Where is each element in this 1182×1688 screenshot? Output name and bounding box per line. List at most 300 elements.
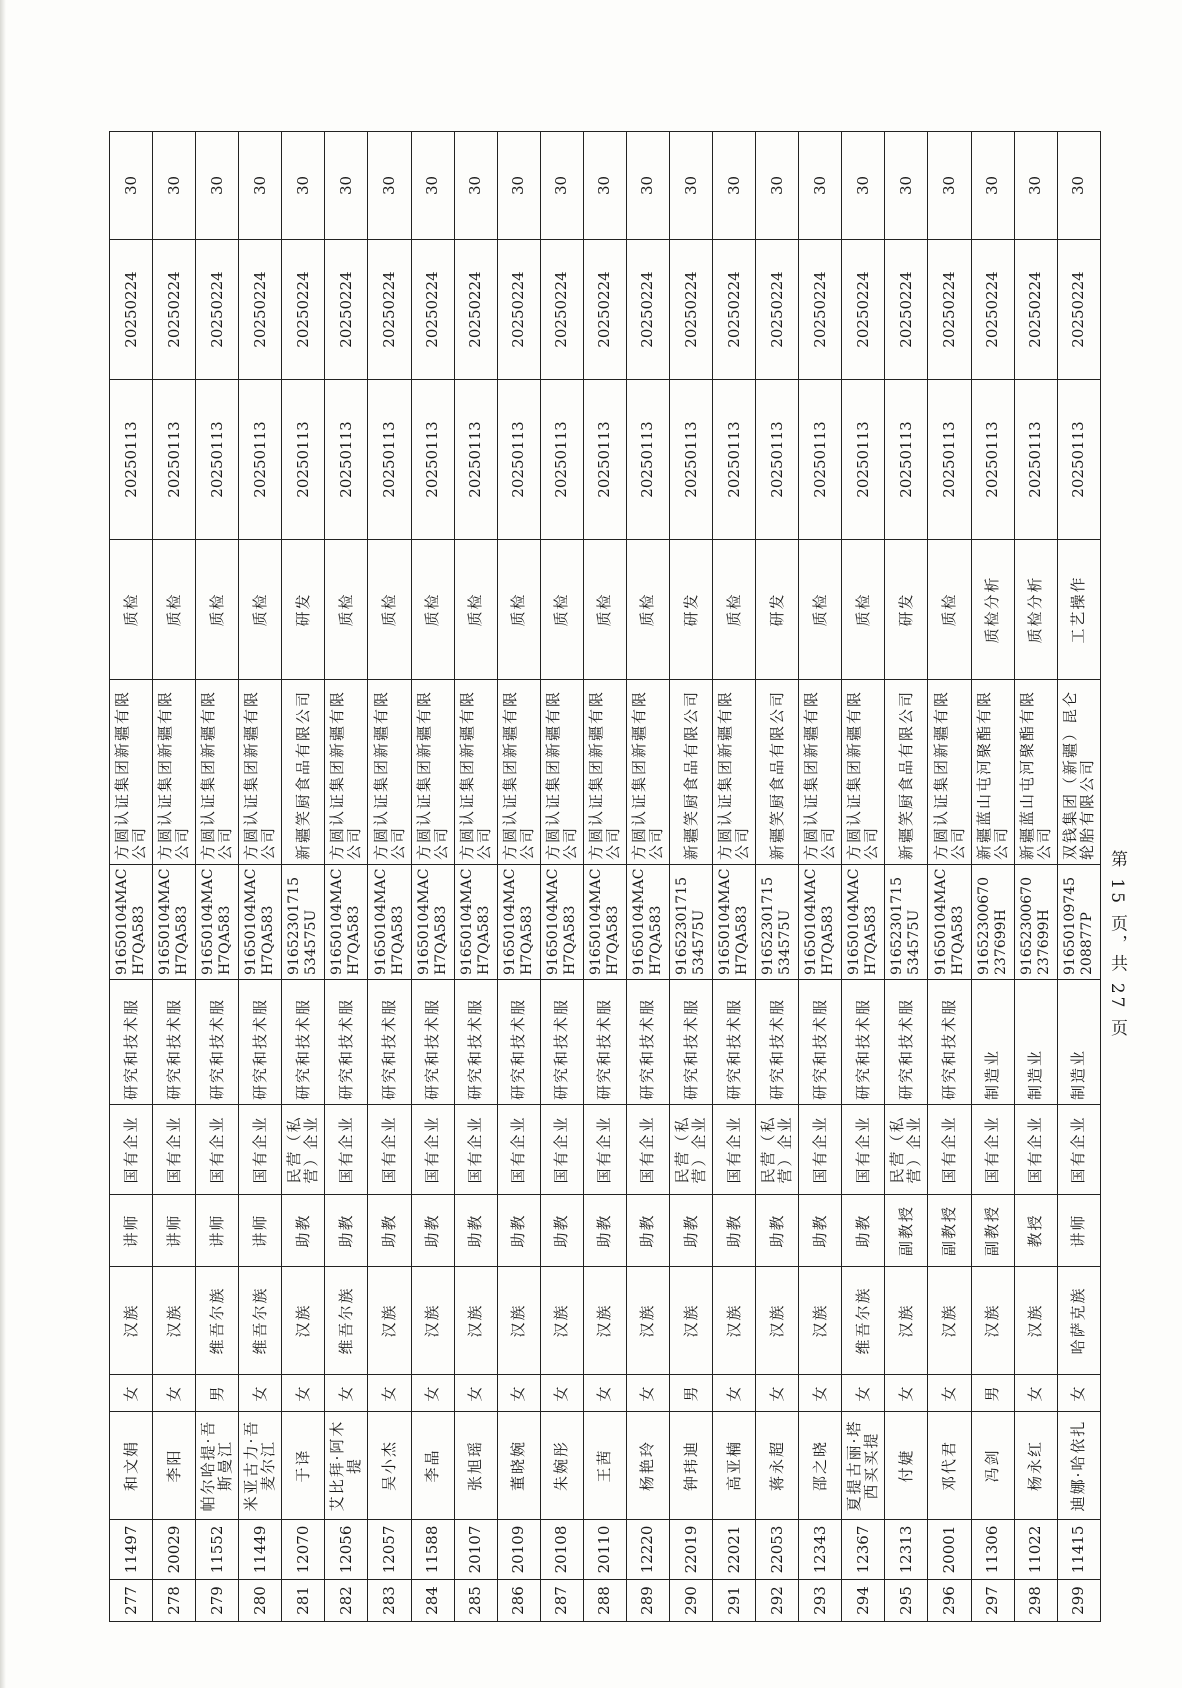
- staff-code-cell: 11497: [110, 1520, 153, 1580]
- industry-cell: 研究和技术服: [368, 980, 411, 1105]
- start-date-cell: 20250113: [153, 380, 196, 540]
- teacher-name-cell: 王茜: [583, 1412, 626, 1520]
- credit-code-cell: 91650104MAC H7QA583: [583, 865, 626, 980]
- table-row: [885, 132, 928, 1622]
- industry-cell: 研究和技术服: [670, 980, 713, 1105]
- teacher-name-cell: 邵之晓: [799, 1412, 842, 1520]
- row-number-cell: 299: [1057, 1580, 1100, 1622]
- company-name-cell: 方圆认证集团新疆有限公司: [110, 680, 153, 865]
- table-row: [282, 132, 325, 1622]
- gender-cell: 女: [928, 1375, 971, 1412]
- academic-title-cell: 助教: [454, 1195, 497, 1267]
- end-date-cell: 20250224: [454, 240, 497, 380]
- industry-cell: 研究和技术服: [799, 980, 842, 1105]
- staff-code-cell: 11552: [196, 1520, 239, 1580]
- end-date-cell: 20250224: [110, 240, 153, 380]
- table-row: [1057, 132, 1100, 1622]
- teacher-name-cell: 李阳: [153, 1412, 196, 1520]
- academic-title-cell: 讲师: [110, 1195, 153, 1267]
- row-number-cell: 298: [1014, 1580, 1057, 1622]
- gender-cell: 男: [196, 1375, 239, 1412]
- academic-title-cell: 助教: [670, 1195, 713, 1267]
- gender-cell: 女: [842, 1375, 885, 1412]
- credit-code-cell: 91650104MAC H7QA583: [325, 865, 368, 980]
- start-date-cell: 20250113: [239, 380, 282, 540]
- academic-title-cell: 助教: [756, 1195, 799, 1267]
- start-date-cell: 20250113: [454, 380, 497, 540]
- company-name-cell: 方圆认证集团新疆有限公司: [842, 680, 885, 865]
- start-date-cell: 20250113: [799, 380, 842, 540]
- ethnicity-cell: 哈萨克族: [1057, 1267, 1100, 1375]
- gender-cell: 女: [325, 1375, 368, 1412]
- start-date-cell: 20250113: [756, 380, 799, 540]
- row-number-cell: 295: [885, 1580, 928, 1622]
- row-number-cell: 282: [325, 1580, 368, 1622]
- row-number-cell: 297: [971, 1580, 1014, 1622]
- row-number-cell: 283: [368, 1580, 411, 1622]
- ethnicity-cell: 汉族: [110, 1267, 153, 1375]
- academic-title-cell: 助教: [497, 1195, 540, 1267]
- end-date-cell: 20250224: [626, 240, 669, 380]
- academic-title-cell: 副教授: [971, 1195, 1014, 1267]
- company-name-cell: 方圆认证集团新疆有限公司: [325, 680, 368, 865]
- table-body: [110, 132, 1101, 1622]
- company-ownership-cell: 国有企业: [842, 1105, 885, 1195]
- row-number-cell: 278: [153, 1580, 196, 1622]
- days-cell: 30: [583, 132, 626, 240]
- ethnicity-cell: 维吾尔族: [196, 1267, 239, 1375]
- row-number-cell: 277: [110, 1580, 153, 1622]
- start-date-cell: 20250113: [713, 380, 756, 540]
- teacher-name-cell: 迪娜·哈依扎: [1057, 1412, 1100, 1520]
- end-date-cell: 20250224: [368, 240, 411, 380]
- company-name-cell: 方圆认证集团新疆有限公司: [368, 680, 411, 865]
- company-name-cell: 新疆笑厨食品有限公司: [282, 680, 325, 865]
- start-date-cell: 20250113: [1057, 380, 1100, 540]
- table-row: [325, 132, 368, 1622]
- teacher-name-cell: 李晶: [411, 1412, 454, 1520]
- end-date-cell: 20250224: [928, 240, 971, 380]
- table-row: [842, 132, 885, 1622]
- end-date-cell: 20250224: [411, 240, 454, 380]
- table-row: [110, 132, 153, 1622]
- credit-code-cell: 91650104MAC H7QA583: [842, 865, 885, 980]
- ethnicity-cell: 汉族: [971, 1267, 1014, 1375]
- ethnicity-cell: 汉族: [454, 1267, 497, 1375]
- ethnicity-cell: 汉族: [670, 1267, 713, 1375]
- table-row: [713, 132, 756, 1622]
- ethnicity-cell: 汉族: [928, 1267, 971, 1375]
- days-cell: 30: [411, 132, 454, 240]
- end-date-cell: 20250224: [1014, 240, 1057, 380]
- start-date-cell: 20250113: [670, 380, 713, 540]
- staff-code-cell: 11449: [239, 1520, 282, 1580]
- days-cell: 30: [1014, 132, 1057, 240]
- industry-cell: 制造业: [971, 980, 1014, 1105]
- staff-code-cell: 12220: [626, 1520, 669, 1580]
- teacher-name-cell: 帕尔哈提·吾斯曼江: [196, 1412, 239, 1520]
- company-name-cell: 方圆认证集团新疆有限公司: [497, 680, 540, 865]
- staff-code-cell: 12367: [842, 1520, 885, 1580]
- company-name-cell: 新疆蓝山屯河聚酯有限公司: [971, 680, 1014, 865]
- gender-cell: 女: [282, 1375, 325, 1412]
- industry-cell: 研究和技术服: [583, 980, 626, 1105]
- start-date-cell: 20250113: [1014, 380, 1057, 540]
- gender-cell: 女: [1057, 1375, 1100, 1412]
- start-date-cell: 20250113: [368, 380, 411, 540]
- start-date-cell: 20250113: [885, 380, 928, 540]
- teacher-name-cell: 董晓婉: [497, 1412, 540, 1520]
- industry-cell: 研究和技术服: [196, 980, 239, 1105]
- teacher-name-cell: 冯剑: [971, 1412, 1014, 1520]
- academic-title-cell: 助教: [842, 1195, 885, 1267]
- industry-cell: 研究和技术服: [842, 980, 885, 1105]
- ethnicity-cell: 汉族: [756, 1267, 799, 1375]
- company-ownership-cell: 国有企业: [583, 1105, 626, 1195]
- days-cell: 30: [239, 132, 282, 240]
- position-cell: 质检分析: [971, 540, 1014, 680]
- credit-code-cell: 91652301715 534575U: [885, 865, 928, 980]
- start-date-cell: 20250113: [325, 380, 368, 540]
- table-row: [670, 132, 713, 1622]
- teacher-name-cell: 朱婉彤: [540, 1412, 583, 1520]
- row-number-cell: 281: [282, 1580, 325, 1622]
- credit-code-cell: 91650104MAC H7QA583: [540, 865, 583, 980]
- teacher-name-cell: 邓代君: [928, 1412, 971, 1520]
- position-cell: 质检: [368, 540, 411, 680]
- staff-code-cell: 20107: [454, 1520, 497, 1580]
- company-name-cell: 方圆认证集团新疆有限公司: [713, 680, 756, 865]
- position-cell: 质检: [842, 540, 885, 680]
- staff-code-cell: 12313: [885, 1520, 928, 1580]
- position-cell: 质检: [411, 540, 454, 680]
- start-date-cell: 20250113: [497, 380, 540, 540]
- row-number-cell: 292: [756, 1580, 799, 1622]
- position-cell: 研发: [885, 540, 928, 680]
- credit-code-cell: 91652301715 534575U: [670, 865, 713, 980]
- industry-cell: 研究和技术服: [325, 980, 368, 1105]
- gender-cell: 女: [885, 1375, 928, 1412]
- industry-cell: 研究和技术服: [885, 980, 928, 1105]
- position-cell: 质检: [110, 540, 153, 680]
- teacher-name-cell: 张旭瑶: [454, 1412, 497, 1520]
- days-cell: 30: [626, 132, 669, 240]
- credit-code-cell: 91650104MAC H7QA583: [368, 865, 411, 980]
- teacher-name-cell: 米亚古力·吾麦尔江: [239, 1412, 282, 1520]
- company-ownership-cell: 国有企业: [540, 1105, 583, 1195]
- industry-cell: 研究和技术服: [756, 980, 799, 1105]
- company-name-cell: 方圆认证集团新疆有限公司: [626, 680, 669, 865]
- industry-cell: 研究和技术服: [713, 980, 756, 1105]
- ethnicity-cell: 汉族: [713, 1267, 756, 1375]
- company-name-cell: 新疆笑厨食品有限公司: [670, 680, 713, 865]
- gender-cell: 女: [756, 1375, 799, 1412]
- academic-title-cell: 助教: [583, 1195, 626, 1267]
- row-number-cell: 290: [670, 1580, 713, 1622]
- row-number-cell: 284: [411, 1580, 454, 1622]
- days-cell: 30: [713, 132, 756, 240]
- position-cell: 质检: [497, 540, 540, 680]
- days-cell: 30: [497, 132, 540, 240]
- credit-code-cell: 91650104MAC H7QA583: [411, 865, 454, 980]
- roster-table: [109, 131, 1101, 1622]
- gender-cell: 男: [670, 1375, 713, 1412]
- gender-cell: 女: [626, 1375, 669, 1412]
- end-date-cell: 20250224: [325, 240, 368, 380]
- ethnicity-cell: 汉族: [411, 1267, 454, 1375]
- staff-code-cell: 11022: [1014, 1520, 1057, 1580]
- row-number-cell: 285: [454, 1580, 497, 1622]
- staff-code-cell: 12057: [368, 1520, 411, 1580]
- academic-title-cell: 教授: [1014, 1195, 1057, 1267]
- gender-cell: 女: [540, 1375, 583, 1412]
- company-name-cell: 方圆认证集团新疆有限公司: [583, 680, 626, 865]
- start-date-cell: 20250113: [196, 380, 239, 540]
- credit-code-cell: 91650104MAC H7QA583: [196, 865, 239, 980]
- table-row: [411, 132, 454, 1622]
- end-date-cell: 20250224: [239, 240, 282, 380]
- row-number-cell: 293: [799, 1580, 842, 1622]
- gender-cell: 男: [971, 1375, 1014, 1412]
- staff-code-cell: 12056: [325, 1520, 368, 1580]
- staff-code-cell: 22053: [756, 1520, 799, 1580]
- end-date-cell: 20250224: [842, 240, 885, 380]
- company-name-cell: 新疆蓝山屯河聚酯有限公司: [1014, 680, 1057, 865]
- table-row: [540, 132, 583, 1622]
- company-ownership-cell: 国有企业: [239, 1105, 282, 1195]
- end-date-cell: 20250224: [196, 240, 239, 380]
- table-row: [196, 132, 239, 1622]
- company-name-cell: 新疆笑厨食品有限公司: [756, 680, 799, 865]
- ethnicity-cell: 汉族: [1014, 1267, 1057, 1375]
- staff-code-cell: 11306: [971, 1520, 1014, 1580]
- industry-cell: 研究和技术服: [153, 980, 196, 1105]
- start-date-cell: 20250113: [971, 380, 1014, 540]
- end-date-cell: 20250224: [282, 240, 325, 380]
- staff-code-cell: 12343: [799, 1520, 842, 1580]
- row-number-cell: 280: [239, 1580, 282, 1622]
- start-date-cell: 20250113: [626, 380, 669, 540]
- start-date-cell: 20250113: [842, 380, 885, 540]
- position-cell: 质检: [799, 540, 842, 680]
- table-row: [239, 132, 282, 1622]
- start-date-cell: 20250113: [540, 380, 583, 540]
- company-ownership-cell: 民营（私营）企业: [670, 1105, 713, 1195]
- start-date-cell: 20250113: [110, 380, 153, 540]
- page-footer: 第 15 页，共 27 页: [1107, 850, 1127, 1039]
- company-name-cell: 方圆认证集团新疆有限公司: [239, 680, 282, 865]
- position-cell: 质检: [239, 540, 282, 680]
- academic-title-cell: 副教授: [928, 1195, 971, 1267]
- table-row: [626, 132, 669, 1622]
- company-ownership-cell: 国有企业: [1057, 1105, 1100, 1195]
- gender-cell: 女: [497, 1375, 540, 1412]
- academic-title-cell: 助教: [626, 1195, 669, 1267]
- gender-cell: 女: [1014, 1375, 1057, 1412]
- ethnicity-cell: 汉族: [626, 1267, 669, 1375]
- industry-cell: 制造业: [1057, 980, 1100, 1105]
- company-ownership-cell: 国有企业: [928, 1105, 971, 1195]
- company-ownership-cell: 国有企业: [454, 1105, 497, 1195]
- credit-code-cell: 91650104MAC H7QA583: [454, 865, 497, 980]
- company-ownership-cell: 国有企业: [325, 1105, 368, 1195]
- end-date-cell: 20250224: [1057, 240, 1100, 380]
- credit-code-cell: 91652300670 237699H: [971, 865, 1014, 980]
- position-cell: 工艺操作: [1057, 540, 1100, 680]
- credit-code-cell: 91650104MAC H7QA583: [239, 865, 282, 980]
- end-date-cell: 20250224: [540, 240, 583, 380]
- days-cell: 30: [368, 132, 411, 240]
- days-cell: 30: [756, 132, 799, 240]
- table-row: [583, 132, 626, 1622]
- rotated-table-container: [109, 132, 1101, 1622]
- gender-cell: 女: [110, 1375, 153, 1412]
- teacher-name-cell: 吴小杰: [368, 1412, 411, 1520]
- academic-title-cell: 助教: [713, 1195, 756, 1267]
- end-date-cell: 20250224: [583, 240, 626, 380]
- academic-title-cell: 讲师: [196, 1195, 239, 1267]
- company-name-cell: 方圆认证集团新疆有限公司: [153, 680, 196, 865]
- position-cell: 质检: [540, 540, 583, 680]
- staff-code-cell: 20109: [497, 1520, 540, 1580]
- ethnicity-cell: 汉族: [583, 1267, 626, 1375]
- credit-code-cell: 91650104MAC H7QA583: [626, 865, 669, 980]
- gender-cell: 女: [454, 1375, 497, 1412]
- teacher-name-cell: 钟玮迪: [670, 1412, 713, 1520]
- company-ownership-cell: 国有企业: [196, 1105, 239, 1195]
- company-ownership-cell: 国有企业: [1014, 1105, 1057, 1195]
- academic-title-cell: 助教: [325, 1195, 368, 1267]
- credit-code-cell: 91652301715 534575U: [282, 865, 325, 980]
- company-ownership-cell: 国有企业: [497, 1105, 540, 1195]
- company-name-cell: 新疆笑厨食品有限公司: [885, 680, 928, 865]
- ethnicity-cell: 汉族: [153, 1267, 196, 1375]
- end-date-cell: 20250224: [971, 240, 1014, 380]
- teacher-name-cell: 和文娟: [110, 1412, 153, 1520]
- table-row: [368, 132, 411, 1622]
- academic-title-cell: 讲师: [153, 1195, 196, 1267]
- staff-code-cell: 20110: [583, 1520, 626, 1580]
- academic-title-cell: 助教: [368, 1195, 411, 1267]
- company-name-cell: 方圆认证集团新疆有限公司: [928, 680, 971, 865]
- position-cell: 研发: [282, 540, 325, 680]
- staff-code-cell: 20108: [540, 1520, 583, 1580]
- ethnicity-cell: 汉族: [368, 1267, 411, 1375]
- days-cell: 30: [799, 132, 842, 240]
- position-cell: 质检: [583, 540, 626, 680]
- teacher-name-cell: 杨永红: [1014, 1412, 1057, 1520]
- days-cell: 30: [842, 132, 885, 240]
- row-number-cell: 291: [713, 1580, 756, 1622]
- company-ownership-cell: 国有企业: [626, 1105, 669, 1195]
- position-cell: 质检: [928, 540, 971, 680]
- row-number-cell: 279: [196, 1580, 239, 1622]
- industry-cell: 研究和技术服: [928, 980, 971, 1105]
- table-row: [1014, 132, 1057, 1622]
- company-ownership-cell: 国有企业: [368, 1105, 411, 1195]
- gender-cell: 女: [368, 1375, 411, 1412]
- staff-code-cell: 20001: [928, 1520, 971, 1580]
- teacher-name-cell: 蒋永超: [756, 1412, 799, 1520]
- row-number-cell: 296: [928, 1580, 971, 1622]
- position-cell: 质检: [153, 540, 196, 680]
- teacher-name-cell: 高亚楠: [713, 1412, 756, 1520]
- days-cell: 30: [971, 132, 1014, 240]
- gender-cell: 女: [583, 1375, 626, 1412]
- credit-code-cell: 91652301715 534575U: [756, 865, 799, 980]
- gender-cell: 女: [713, 1375, 756, 1412]
- position-cell: 研发: [670, 540, 713, 680]
- ethnicity-cell: 汉族: [540, 1267, 583, 1375]
- ethnicity-cell: 维吾尔族: [325, 1267, 368, 1375]
- credit-code-cell: 91650104MAC H7QA583: [110, 865, 153, 980]
- company-ownership-cell: 民营（私营）企业: [282, 1105, 325, 1195]
- position-cell: 质检: [325, 540, 368, 680]
- gender-cell: 女: [411, 1375, 454, 1412]
- position-cell: 质检: [196, 540, 239, 680]
- ethnicity-cell: 维吾尔族: [842, 1267, 885, 1375]
- end-date-cell: 20250224: [799, 240, 842, 380]
- staff-code-cell: 20029: [153, 1520, 196, 1580]
- industry-cell: 研究和技术服: [411, 980, 454, 1105]
- days-cell: 30: [670, 132, 713, 240]
- company-ownership-cell: 民营（私营）企业: [885, 1105, 928, 1195]
- table-row: [928, 132, 971, 1622]
- teacher-name-cell: 艾比拜·阿木提: [325, 1412, 368, 1520]
- company-ownership-cell: 国有企业: [971, 1105, 1014, 1195]
- company-ownership-cell: 国有企业: [411, 1105, 454, 1195]
- credit-code-cell: 91652300670 237699H: [1014, 865, 1057, 980]
- academic-title-cell: 副教授: [885, 1195, 928, 1267]
- company-ownership-cell: 国有企业: [110, 1105, 153, 1195]
- teacher-name-cell: 付婕: [885, 1412, 928, 1520]
- gender-cell: 女: [239, 1375, 282, 1412]
- company-ownership-cell: 国有企业: [713, 1105, 756, 1195]
- days-cell: 30: [196, 132, 239, 240]
- academic-title-cell: 讲师: [239, 1195, 282, 1267]
- industry-cell: 研究和技术服: [282, 980, 325, 1105]
- industry-cell: 制造业: [1014, 980, 1057, 1105]
- position-cell: 质检: [713, 540, 756, 680]
- start-date-cell: 20250113: [282, 380, 325, 540]
- row-number-cell: 288: [583, 1580, 626, 1622]
- credit-code-cell: 91650104MAC H7QA583: [497, 865, 540, 980]
- table-row: [153, 132, 196, 1622]
- row-number-cell: 286: [497, 1580, 540, 1622]
- row-number-cell: 294: [842, 1580, 885, 1622]
- end-date-cell: 20250224: [756, 240, 799, 380]
- row-number-cell: 289: [626, 1580, 669, 1622]
- staff-code-cell: 12070: [282, 1520, 325, 1580]
- start-date-cell: 20250113: [411, 380, 454, 540]
- table-row: [497, 132, 540, 1622]
- ethnicity-cell: 汉族: [497, 1267, 540, 1375]
- company-ownership-cell: 民营（私营）企业: [756, 1105, 799, 1195]
- days-cell: 30: [928, 132, 971, 240]
- position-cell: 质检: [626, 540, 669, 680]
- days-cell: 30: [540, 132, 583, 240]
- credit-code-cell: 91650104MAC H7QA583: [799, 865, 842, 980]
- start-date-cell: 20250113: [583, 380, 626, 540]
- industry-cell: 研究和技术服: [239, 980, 282, 1105]
- company-ownership-cell: 国有企业: [799, 1105, 842, 1195]
- scan-edge: [0, 0, 6, 1688]
- academic-title-cell: 讲师: [1057, 1195, 1100, 1267]
- staff-code-cell: 22021: [713, 1520, 756, 1580]
- academic-title-cell: 助教: [282, 1195, 325, 1267]
- start-date-cell: 20250113: [928, 380, 971, 540]
- ethnicity-cell: 维吾尔族: [239, 1267, 282, 1375]
